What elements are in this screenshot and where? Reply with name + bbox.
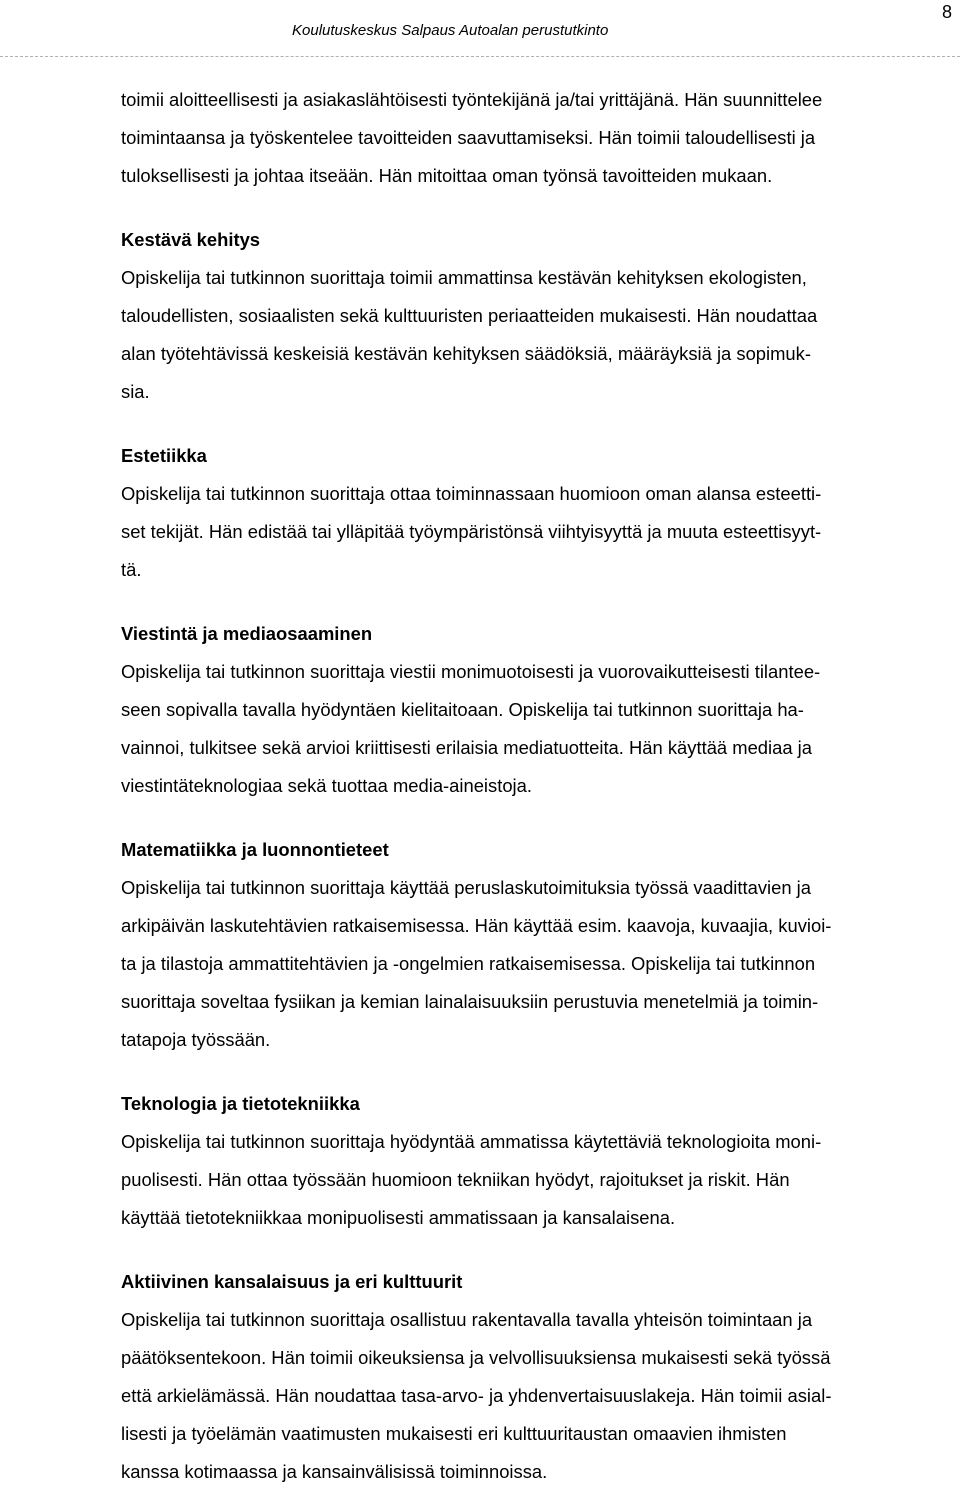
section-matematiikka (121, 831, 953, 1059)
section-heading: Aktiivinen kansalaisuus ja eri kulttuurit (121, 1271, 463, 1292)
intro-line: toimii aloitteellisesti ja asiakaslähtöisesti työntekijänä ja/tai yrittäjänä. Hän suunnittelee (121, 89, 823, 110)
paragraph-line: tä. (121, 559, 142, 580)
paragraph-line: taloudellisten, sosiaalisten sekä kulttuuristen periaatteiden mukaisesti. Hän noudattaa (121, 305, 818, 326)
intro-paragraph (121, 81, 953, 195)
paragraph-line: arkipäivän laskutehtävien ratkaisemisessa. Hän käyttää esim. kaavoja, kuvaajia, kuvioi- (121, 915, 832, 936)
section-heading: Estetiikka (121, 445, 207, 466)
paragraph-line: Opiskelija tai tutkinnon suorittaja osallistuu rakentavalla tavalla yhteisön toimintaan ja (121, 1309, 813, 1330)
section-teknologia (121, 1085, 953, 1237)
paragraph-line: alan työtehtävissä keskeisiä kestävän kehityksen säädöksiä, määräyksiä ja sopimuk- (121, 343, 811, 364)
section-paragraph (121, 869, 953, 1059)
section-estetiikka (121, 437, 953, 589)
document-body (121, 81, 953, 1491)
page-number: 8 (941, 2, 952, 22)
paragraph-line: seen sopivalla tavalla hyödyntäen kielitaitoaan. Opiskelija tai tutkinnon suorittaja ha- (121, 699, 804, 720)
paragraph-line: viestintäteknologiaa sekä tuottaa media-aineistoja. (121, 775, 532, 796)
section-paragraph (121, 475, 953, 589)
paragraph-line: Opiskelija tai tutkinnon suorittaja hyödyntää ammatissa käytettäviä teknologioita moni- (121, 1131, 822, 1152)
paragraph-line: suorittaja soveltaa fysiikan ja kemian lainalaisuuksiin perustuvia menetelmiä ja toimin- (121, 991, 819, 1012)
paragraph-line: sia. (121, 381, 150, 402)
paragraph-line: päätöksentekoon. Hän toimii oikeuksiensa ja velvollisuuksiensa mukaisesti sekä työssä (121, 1347, 831, 1368)
section-viestinta (121, 615, 953, 805)
section-paragraph (121, 1301, 953, 1491)
section-heading: Kestävä kehitys (121, 229, 261, 250)
paragraph-line: Opiskelija tai tutkinnon suorittaja viestii monimuotoisesti ja vuorovaikutteisesti tilantee- (121, 661, 821, 682)
header-divider (0, 56, 960, 57)
paragraph-line: käyttää tietotekniikkaa monipuolisesti ammatissaan ja kansalaisena. (121, 1207, 676, 1228)
intro-line: toimintaansa ja työskentelee tavoitteiden saavuttamiseksi. Hän toimii taloudellisesti ja (121, 127, 816, 148)
paragraph-line: kanssa kotimaassa ja kansainvälisissä toiminnoissa. (121, 1461, 548, 1482)
paragraph-line: ta ja tilastoja ammattitehtävien ja -ongelmien ratkaisemisessa. Opiskelija tai tutkinnon (121, 953, 816, 974)
paragraph-line: että arkielämässä. Hän noudattaa tasa-arvo- ja yhdenvertaisuuslakeja. Hän toimii asial- (121, 1385, 832, 1406)
document-header-title: Koulutuskeskus Salpaus Autoalan perustutkinto (292, 22, 609, 39)
paragraph-line: lisesti ja työelämän vaatimusten mukaisesti eri kulttuuritaustan omaavien ihmisten (121, 1423, 787, 1444)
paragraph-line: set tekijät. Hän edistää tai ylläpitää työympäristönsä viihtyisyyttä ja muuta esteettisyyt- (121, 521, 822, 542)
paragraph-line: Opiskelija tai tutkinnon suorittaja ottaa toiminnassaan huomioon oman alansa esteetti- (121, 483, 822, 504)
paragraph-line: vainnoi, tulkitsee sekä arvioi kriittisesti erilaisia mediatuotteita. Hän käyttää mediaa ja (121, 737, 812, 758)
paragraph-line: puolisesti. Hän ottaa työssään huomioon tekniikan hyödyt, rajoitukset ja riskit. Hän (121, 1169, 790, 1190)
section-aktiivinen-kansalaisuus (121, 1263, 953, 1491)
section-heading: Teknologia ja tietotekniikka (121, 1093, 360, 1114)
paragraph-line: Opiskelija tai tutkinnon suorittaja käyttää peruslaskutoimituksia työssä vaadittavien ja (121, 877, 811, 898)
section-paragraph (121, 1123, 953, 1237)
section-kestava-kehitys (121, 221, 953, 411)
intro-line: tuloksellisesti ja johtaa itseään. Hän mitoittaa oman työnsä tavoitteiden mukaan. (121, 165, 773, 186)
paragraph-line: tatapoja työssään. (121, 1029, 271, 1050)
section-paragraph (121, 259, 953, 411)
section-paragraph (121, 653, 953, 805)
section-heading: Matematiikka ja luonnontieteet (121, 839, 389, 860)
section-heading: Viestintä ja mediaosaaminen (121, 623, 373, 644)
paragraph-line: Opiskelija tai tutkinnon suorittaja toimii ammattinsa kestävän kehityksen ekologisten, (121, 267, 807, 288)
